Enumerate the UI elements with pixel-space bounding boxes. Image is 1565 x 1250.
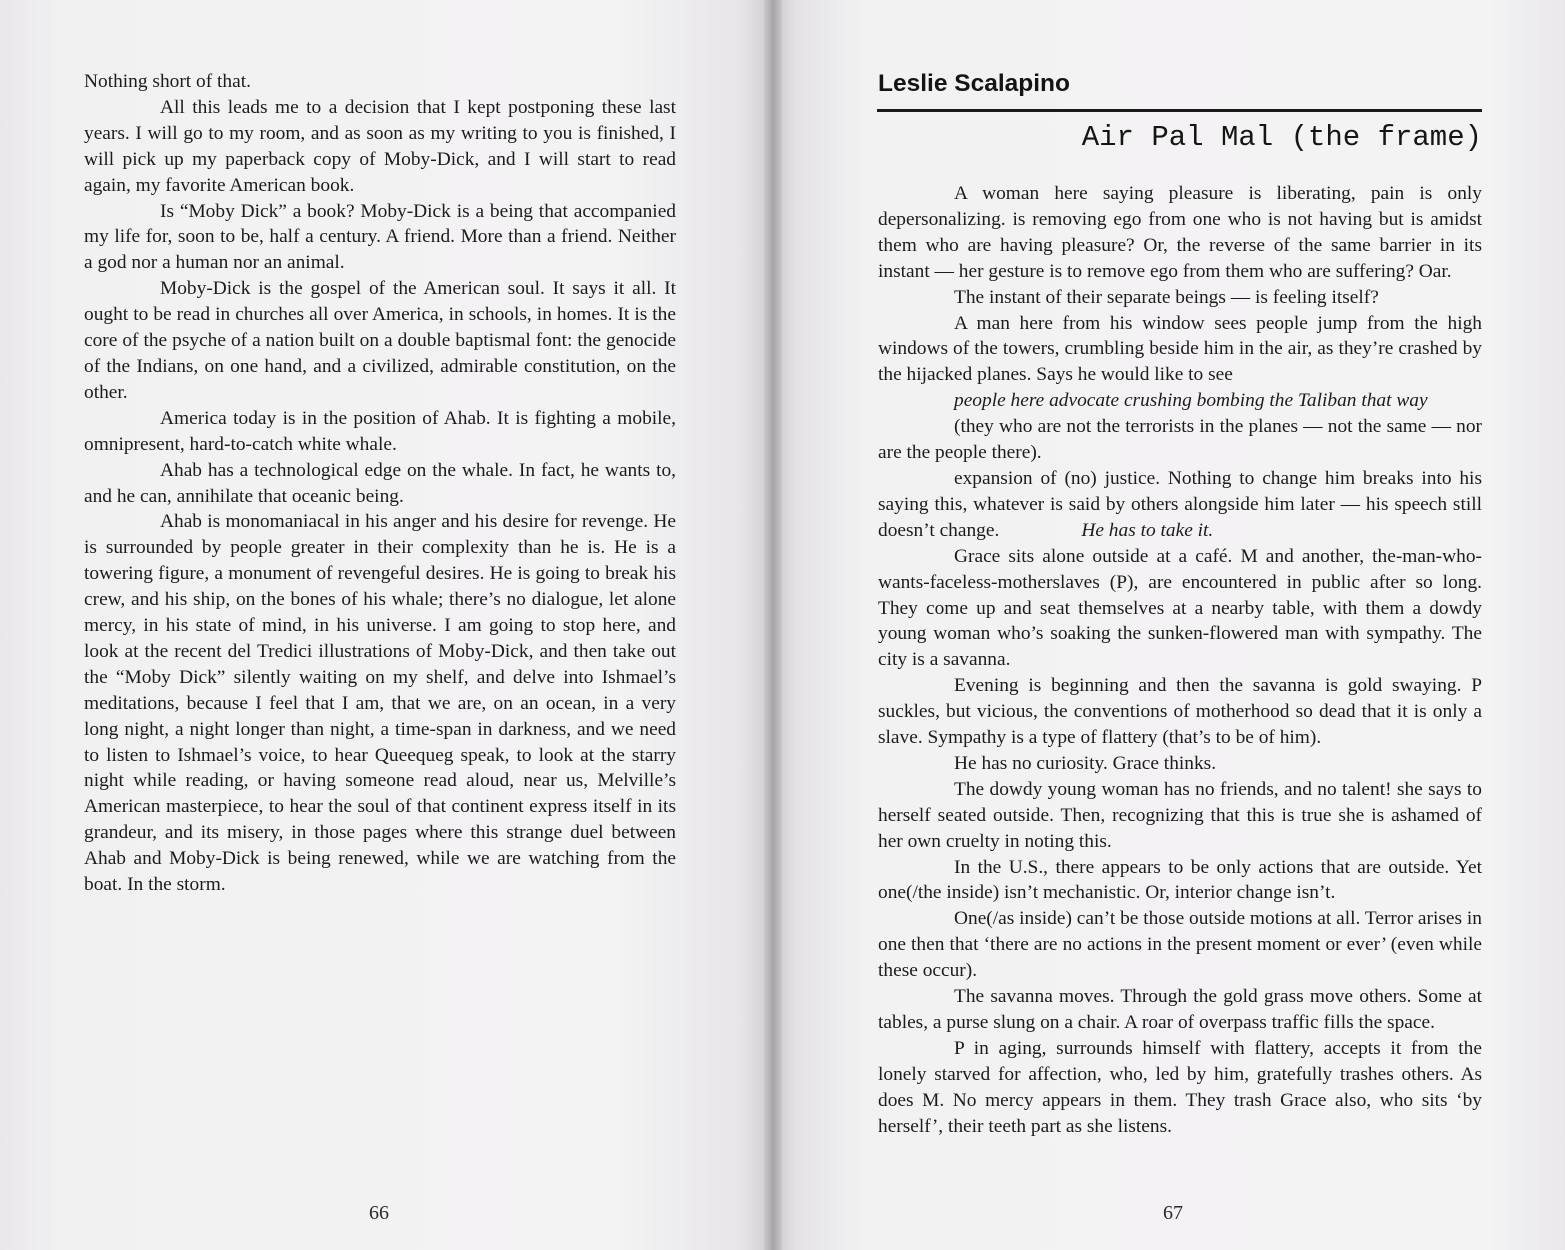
paragraph: Ahab is monomaniacal in his anger and his desire for revenge. He is surrounded by people greater in their complexity than he is. He is a towering figure, a monument of revengeful desires. He is going to break his crew, and his ship, on the bones of his whale; there’s no dialogue, let alone mercy, in his state of mind, in his universe. I am going to stop here, and look at the recent del Tredici illustrations of Moby-Dick, and then take out the “Moby Dick” silently waiting on my shelf, and delve into Ishmael’s meditations, because I feel that I am, that we are, on an ocean, in a very long night, a night longer than night, a time-span in darkness, and we need to listen to Ishmael’s voice, to hear Queequeg speak, to look at the starry night while reading, or having someone read aloud, near us, Melville’s American masterpiece, to hear the soul of that continent express itself in its grandeur, and its misery, in those pages where this strange duel between Ahab and Moby-Dick is being renewed, while we are watching from the boat. In the storm.	[84, 511, 676, 896]
poem-title: Air Pal Mal (the frame)	[1081, 121, 1482, 154]
paragraph: Is “Moby Dick” a book? Moby-Dick is a being that accompanied my life for, soon to be, half a century. A friend. More than a friend. Neither a god nor a human nor an animal.	[84, 200, 676, 274]
author-name: Leslie Scalapino	[878, 70, 1070, 97]
paragraph: A man here from his window sees people jump from the high windows of the towers, crumbling beside him in the air, as they’re crashed by the hijacked planes. Says he would like to see	[878, 312, 1482, 386]
paragraph: (they who are not the terrorists in the planes — not the same — nor are the people there).	[878, 416, 1482, 464]
paragraph: He has no curiosity. Grace thinks.	[954, 752, 1217, 774]
paragraph: Grace sits alone outside at a café. M and another, the-man-who-wants-faceless-motherslaves (P), are encountered in public after so long. They come up and seat themselves at a nearby table, with them a dowdy young woman who’s soaking the sunken-flowered man with sympathy. The city is a savanna.	[878, 545, 1482, 671]
left-page-text	[84, 69, 676, 898]
paragraph: The savanna moves. Through the gold grass move others. Some at tables, a purse slung on a chair. A roar of overpass traffic fills the space.	[878, 986, 1482, 1033]
paragraph: All this leads me to a decision that I kept postponing these last years. I will go to my room, and as soon as my writing to you is finished, I will pick up my paperback copy of Moby-Dick, and I will start to read again, my favorite American book.	[84, 96, 676, 196]
paragraph: A woman here saying pleasure is liberating, pain is only depersonalizing. is removing ego from one who is not having but is amidst them who are having pleasure? Or, the reverse of the same barrier in its instant — her gesture is to remove ego from them who are suffering? Oar.	[878, 183, 1482, 282]
book-gutter	[764, 0, 782, 1250]
paragraph: P in aging, surrounds himself with flattery, accepts it from the lonely starved for affection, who, led by him, gratefully trashes others. As does M. No mercy appears in them. They trash Grace also, who sits ‘by herself’, their teeth part as she listens.	[878, 1037, 1482, 1137]
paragraph: Ahab has a technological edge on the whale. In fact, he wants to, and he can, annihilate that oceanic being.	[84, 459, 676, 507]
paragraph: The dowdy young woman has no friends, and no talent! she says to herself seated outside. Then, recognizing that this is true she is ashamed of her own cruelty in noting this.	[878, 778, 1482, 852]
italic-quote-line: people here advocate crushing bombing the Taliban that way	[954, 390, 1428, 412]
paragraph: In the U.S., there appears to be only actions that are outside. Yet one(/the inside) isn’t mechanistic. Or, interior change isn’t.	[878, 856, 1482, 904]
right-page-text	[878, 181, 1482, 1140]
page-number-left: 66	[369, 1202, 389, 1224]
italic-phrase: He has to take it.	[1081, 519, 1214, 541]
paragraph-text: expansion of (no) justice. Nothing to change him breaks into his saying this, whatever is said by others alongside him later — his speech still doesn’t change.	[878, 467, 1482, 541]
paragraph: America today is in the position of Ahab. It is fighting a mobile, omnipresent, hard-to-catch white whale.	[84, 407, 676, 455]
page-number-right: 67	[1163, 1202, 1183, 1224]
paragraph: The instant of their separate beings — is feeling itself?	[954, 286, 1379, 308]
paragraph: Moby-Dick is the gospel of the American soul. It says it all. It ought to be read in churches all over America, in schools, in homes. It is the core of the psyche of a nation built on a double baptismal font: the genocide of the Indians, on one hand, and a civilized, admirable constitution, on the other.	[84, 278, 676, 403]
paragraph: Evening is beginning and then the savanna is gold swaying. P suckles, but vicious, the conventions of motherhood so dead that it is only a slave. Sympathy is a type of flattery (that’s to be of him).	[878, 675, 1482, 749]
paragraph	[878, 466, 1482, 544]
paragraph: Nothing short of that.	[84, 71, 251, 92]
header-rule	[877, 109, 1482, 112]
paragraph: One(/as inside) can’t be those outside motions at all. Terror arises in one then that ‘there are no actions in the present moment or ever’ (even while these occur).	[878, 908, 1482, 982]
